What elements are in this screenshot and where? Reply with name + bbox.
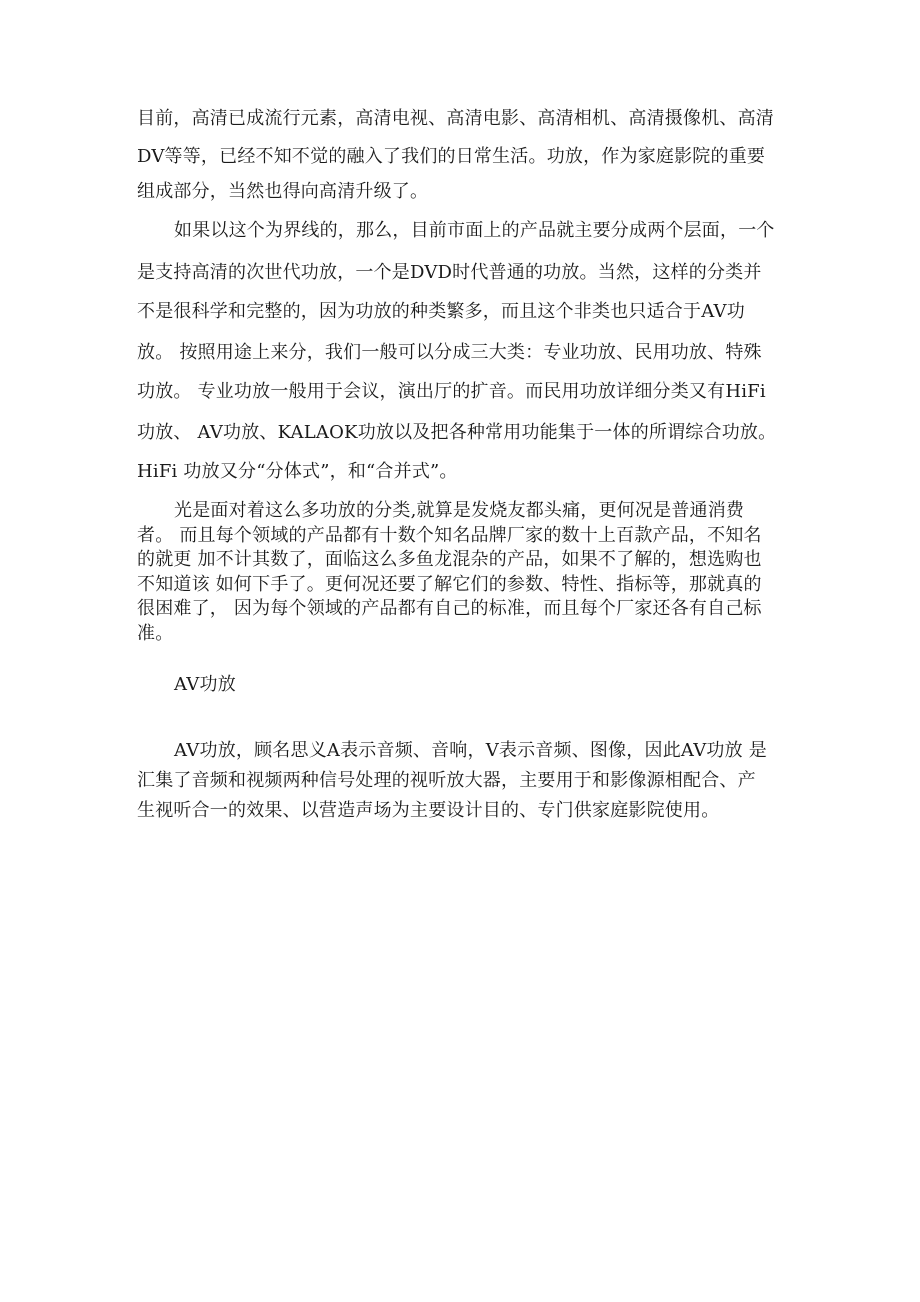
paragraph-2-line-7: HiFi 功放又分“分体式”，和“合并式”。 <box>137 461 458 482</box>
section-heading: AV功放 <box>174 674 236 695</box>
paragraph-3-line-1: 光是面对着这么多功放的分类,就算是发烧友都头痛，更何况是普通消费 <box>174 500 745 521</box>
paragraph-2-line-3: 不是很科学和完整的，因为功放的种类繁多，而且这个非类也只适合于AV功 <box>137 301 745 322</box>
paragraph-2-line-6: 功放、 AV功放、KALAOK功放以及把各种常用功能集于一体的所谓综合功放。 <box>137 422 777 443</box>
paragraph-2-line-2: 是支持高清的次世代功放，一个是DVD时代普通的功放。当然，这样的分类并 <box>137 262 762 283</box>
paragraph-3-line-2: 者。 而且每个领域的产品都有十数个知名品牌厂家的数十上百款产品，不知名 <box>137 525 762 546</box>
paragraph-3-line-3: 的就更 加不计其数了，面临这么多鱼龙混杂的产品，如果不了解的，想选购也 <box>137 549 762 570</box>
paragraph-4-line-3: 生视听合一的效果、以营造声场为主要设计目的、专门供家庭影院使用。 <box>137 800 720 821</box>
paragraph-2-line-1: 如果以这个为界线的，那么，目前市面上的产品就主要分成两个层面，一个 <box>174 220 775 241</box>
paragraph-3-line-6: 准。 <box>137 623 174 644</box>
paragraph-3-line-5: 很困难了， 因为每个领域的产品都有自己的标准，而且每个厂家还各有自己标 <box>137 598 762 619</box>
paragraph-2-line-4: 放。 按照用途上来分，我们一般可以分成三大类：专业功放、民用功放、特殊 <box>137 342 762 363</box>
paragraph-1-line-1: 目前，高清已成流行元素，高清电视、高清电影、高清相机、高清摄像机、高清 <box>137 108 774 129</box>
paragraph-1-line-2: DV等等，已经不知不觉的融入了我们的日常生活。功放，作为家庭影院的重要 <box>137 146 766 167</box>
paragraph-2-line-5: 功放。 专业功放一般用于会议，演出厅的扩音。而民用功放详细分类又有HiFi <box>137 381 766 402</box>
paragraph-4-line-1: AV功放，顾名思义A表示音频、音响，V表示音频、图像，因此AV功放 是 <box>174 740 767 761</box>
paragraph-1-line-3: 组成部分，当然也得向高清升级了。 <box>137 181 429 202</box>
paragraph-4-line-2: 汇集了音频和视频两种信号处理的视听放大器，主要用于和影像源相配合、产 <box>137 770 756 791</box>
paragraph-3-line-4: 不知道该 如何下手了。更何况还要了解它们的参数、特性、指标等，那就真的 <box>137 574 762 595</box>
